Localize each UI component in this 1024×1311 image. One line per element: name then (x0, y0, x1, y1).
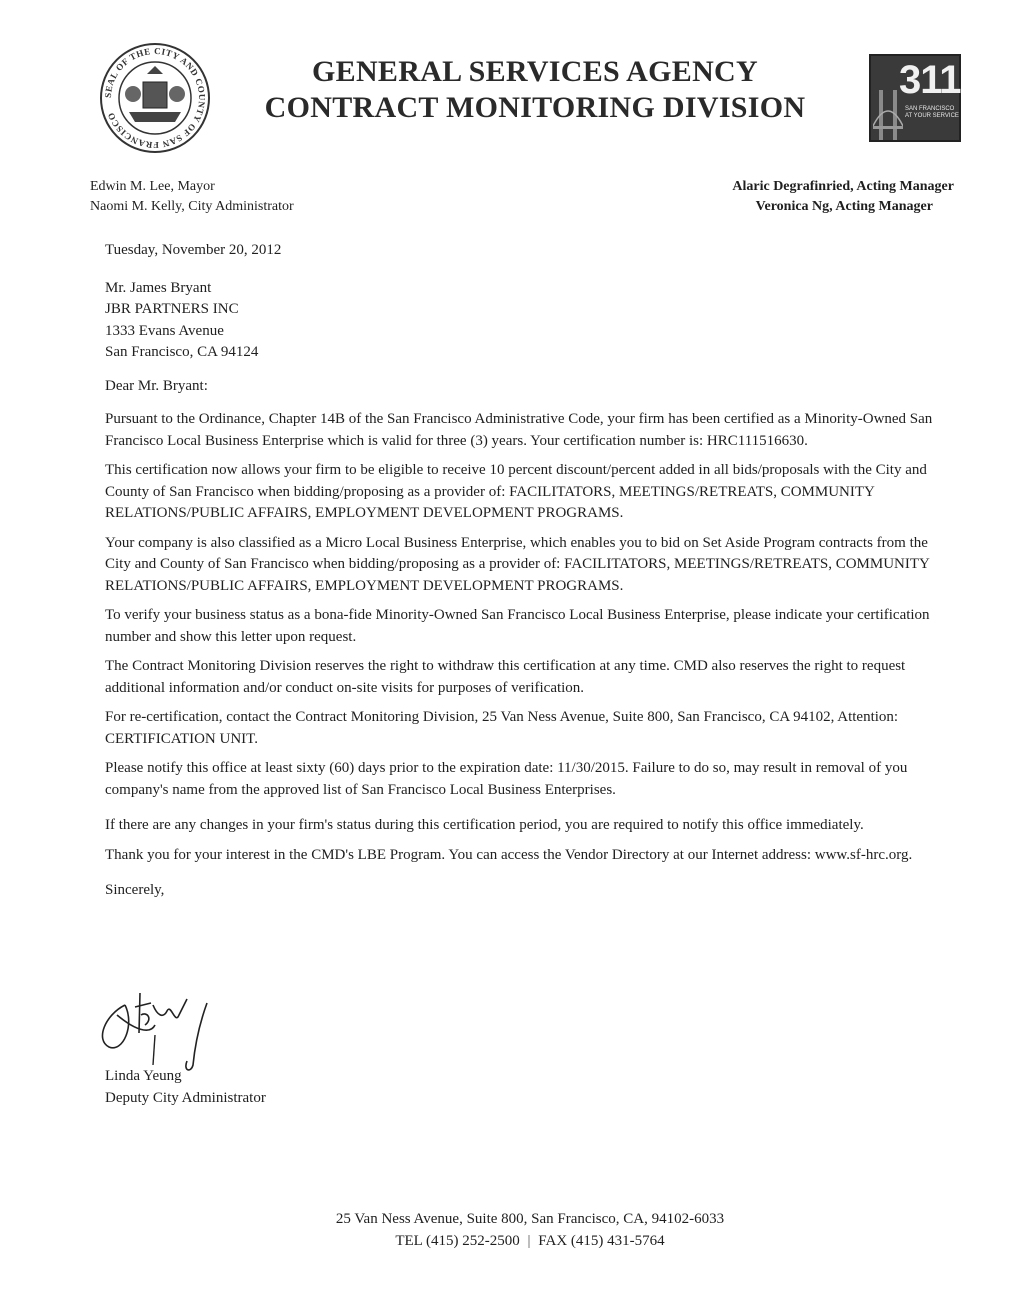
paragraph-recertification: For re-certification, contact the Contract Monitoring Division, 25 Van Ness Avenue, Suite 800, San Francisco, CA 94102, Attention: CERTIFICATION UNIT. (105, 709, 899, 747)
footer (0, 1208, 1024, 1252)
officials-right (732, 177, 954, 217)
city-seal-icon (99, 42, 211, 154)
handwritten-signature-icon (95, 985, 225, 1073)
letter-date: Tuesday, November 20, 2012 (105, 242, 282, 258)
mayor-line: Edwin M. Lee, Mayor (90, 179, 215, 194)
logo-tagline-1: SAN FRANCISCO (905, 106, 955, 112)
paragraph-withdraw: The Contract Monitoring Division reserves the right to withdraw this certification at any time. CMD also reserves the right to request additional information and/or conduct on-site visits for purposes of verification. (105, 658, 906, 696)
logo-311-number: 311 (899, 58, 961, 102)
paragraph-discount: This certification now allows your firm to be eligible to receive 10 percent discount/percent added in all bids/proposals with the City and County of San Francisco when bidding/proposing as a provider of: FACILITATORS, MEETINGS/RETREATS, COMMUNITY RELATIONS/PUBLIC AFFAIRS, EMPLOYMENT DEVELOPMENT PROGRAMS. (105, 462, 927, 521)
paragraph-thanks: Thank you for your interest in the CMD's LBE Program. You can access the Vendor Directory at our Internet address: www.sf-hrc.org. (105, 846, 913, 863)
recipient-street: 1333 Evans Avenue (105, 322, 224, 339)
letter-body (105, 240, 955, 910)
closing: Sincerely, (105, 882, 165, 898)
footer-tel: TEL (415) 252-2500 (395, 1233, 520, 1249)
recipient-address (105, 278, 955, 364)
agency-name: GENERAL SERVICES AGENCY (312, 55, 758, 88)
logo-tagline-2: AT YOUR SERVICE (905, 113, 959, 119)
recipient-city: San Francisco, CA 94124 (105, 344, 259, 360)
logo-311-tagline (905, 106, 959, 120)
paragraph-changes: If there are any changes in your firm's status during this certification period, you are required to notify this office immediately. (105, 817, 864, 833)
paragraph-expiration: Please notify this office at least sixty (60) days prior to the expiration date: 11/30/2015. Failure to do so, may result in removal of you company's name from the approved list of San Francisco Local Business Enterprises. (105, 760, 908, 798)
paragraph-verify: To verify your business status as a bona-fide Minority-Owned San Francisco Local Business Enterprise, please indicate your certification number and show this letter upon request. (105, 607, 930, 645)
seal-text: SEAL OF THE CITY AND COUNTY OF SAN FRANCISCO (102, 45, 208, 151)
recipient-company: JBR PARTNERS INC (105, 301, 239, 317)
signer-title: Deputy City Administrator (105, 1090, 266, 1106)
manager-line-2: Veronica Ng, Acting Manager (755, 199, 933, 214)
letterhead-title (230, 54, 840, 126)
manager-line-1: Alaric Degrafinried, Acting Manager (732, 179, 954, 194)
signer-name: Linda Yeung (105, 1068, 182, 1084)
salutation: Dear Mr. Bryant: (105, 377, 208, 394)
logo-311 (869, 54, 961, 142)
footer-contact (0, 1230, 1024, 1252)
division-name: CONTRACT MONITORING DIVISION (264, 91, 806, 124)
paragraph-micro-lbe: Your company is also classified as a Micro Local Business Enterprise, which enables you to bid on Set Aside Program contracts from the City and County of San Francisco when bidding/proposing as a provider of: FACILITATORS, MEETINGS/RETREATS, COMMUNITY RELATIONS/PUBLIC AFFAIRS, EMPLOYMENT DEVELOPMENT PROGRAMS. (105, 534, 930, 594)
footer-address: 25 Van Ness Avenue, Suite 800, San Francisco, CA, 94102-6033 (335, 1211, 725, 1227)
recipient-name: Mr. James Bryant (105, 279, 212, 296)
footer-fax: FAX (415) 431-5764 (538, 1233, 665, 1249)
footer-separator: | (527, 1233, 531, 1249)
signer-block (105, 1065, 266, 1109)
city-administrator-line: Naomi M. Kelly, City Administrator (90, 199, 294, 214)
paragraph-certification: Pursuant to the Ordinance, Chapter 14B of the San Francisco Administrative Code, your firm has been certified as a Minority-Owned San Francisco Local Business Enterprise which is valid for three (3) years. Your certification number is: HRC111516630. (105, 411, 933, 449)
officials-left (90, 177, 294, 217)
